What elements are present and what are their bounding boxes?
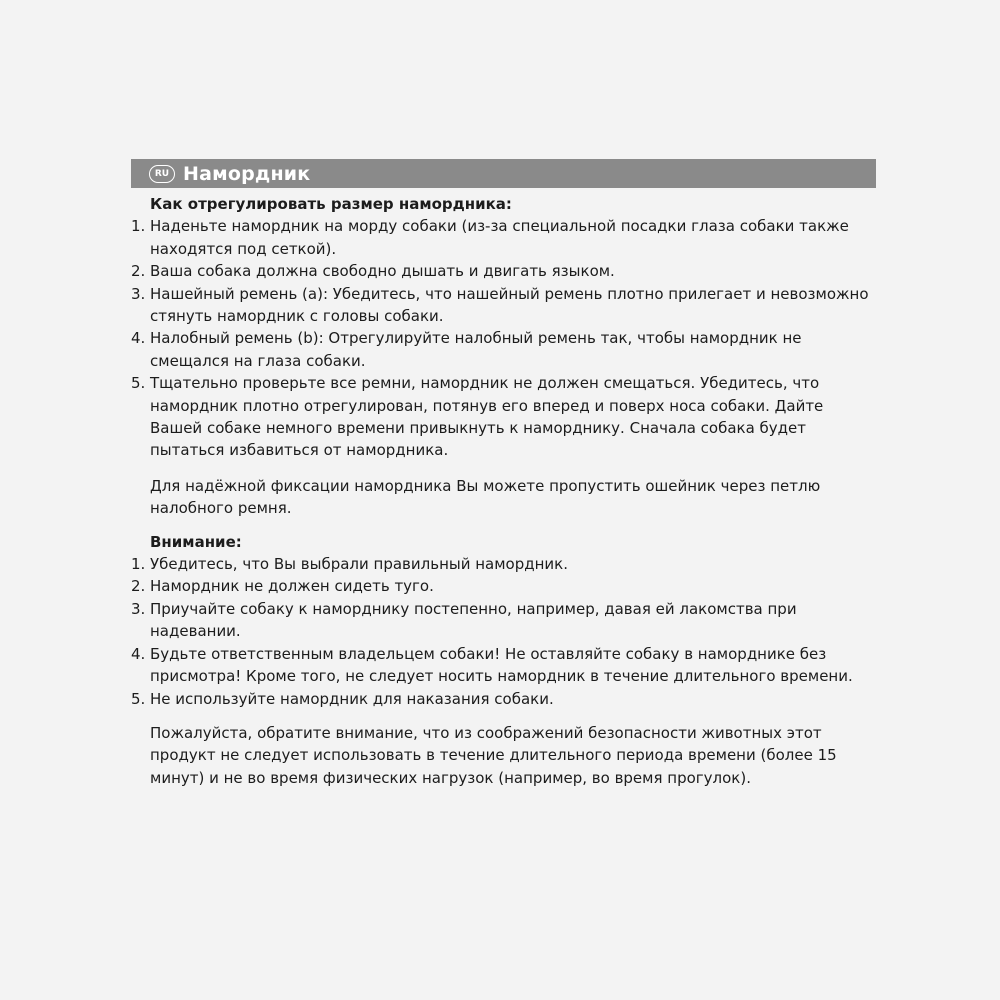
adjustment-list [131, 215, 876, 461]
item-text: Наденьте намордник на морду собаки (из-за специальной посадки глаза собаки также находятся под сеткой). [150, 217, 849, 258]
list-item [131, 575, 876, 597]
list-item [131, 260, 876, 282]
item-text: Намордник не должен сидеть туго. [150, 577, 434, 596]
document-body [131, 193, 876, 789]
item-text: Ваша собака должна свободно дышать и двигать языком. [150, 262, 615, 281]
fixation-note: Для надёжной фиксации намордника Вы можете пропустить ошейник через петлю налобного ремня. [150, 476, 821, 518]
list-item [131, 215, 876, 260]
list-item [131, 688, 876, 710]
language-badge: RU [149, 165, 175, 183]
warning-heading: Внимание: [150, 532, 242, 551]
item-number: 5. [131, 689, 146, 708]
adjustment-heading: Как отрегулировать размер намордника: [150, 195, 512, 213]
list-item [131, 327, 876, 372]
item-number: 2. [131, 262, 146, 281]
list-item [131, 598, 876, 643]
item-text: Не используйте намордник для наказания собаки. [150, 689, 554, 708]
item-text: Нашейный ремень (a): Убедитесь, что нашейный ремень плотно прилегает и невозможно стянуть намордник с головы собаки. [150, 284, 869, 326]
item-number: 5. [131, 374, 146, 393]
item-number: 1. [131, 555, 146, 574]
item-text: Будьте ответственным владельцем собаки! Не оставляйте собаку в наморднике без присмотра! Кроме того, не следует носить намордник в течение длительного времени. [150, 644, 853, 686]
page-title: Намордник [183, 162, 311, 185]
item-text: Налобный ремень (b): Отрегулируйте налобный ремень так, чтобы намордник не смещался на глаза собаки. [150, 329, 802, 370]
safety-note: Пожалуйста, обратите внимание, что из соображений безопасности животных этот продукт не следует использовать в течение длительного периода времени (более 15 минут) и не во время физических нагрузок (например, во время прогулок). [150, 723, 837, 787]
item-number: 4. [131, 644, 146, 663]
item-text: Тщательно проверьте все ремни, намордник не должен смещаться. Убедитесь, что намордник плотно отрегулирован, потянув его вперед и поверх носа собаки. Дайте Вашей собаке немного времени привыкнуть к наморднику. Сначала собака будет пытаться избавиться от намордника. [150, 374, 824, 460]
item-number: 1. [131, 217, 146, 236]
item-number: 3. [131, 599, 146, 618]
section-header [131, 159, 876, 188]
warning-list [131, 553, 876, 710]
item-number: 3. [131, 284, 146, 303]
list-item [131, 553, 876, 575]
item-text: Приучайте собаку к наморднику постепенно, например, давая ей лакомства при надевании. [150, 599, 797, 641]
list-item [131, 283, 876, 328]
item-text: Убедитесь, что Вы выбрали правильный намордник. [150, 555, 569, 574]
item-number: 2. [131, 577, 146, 596]
list-item [131, 643, 876, 688]
list-item [131, 372, 876, 462]
item-number: 4. [131, 329, 146, 348]
